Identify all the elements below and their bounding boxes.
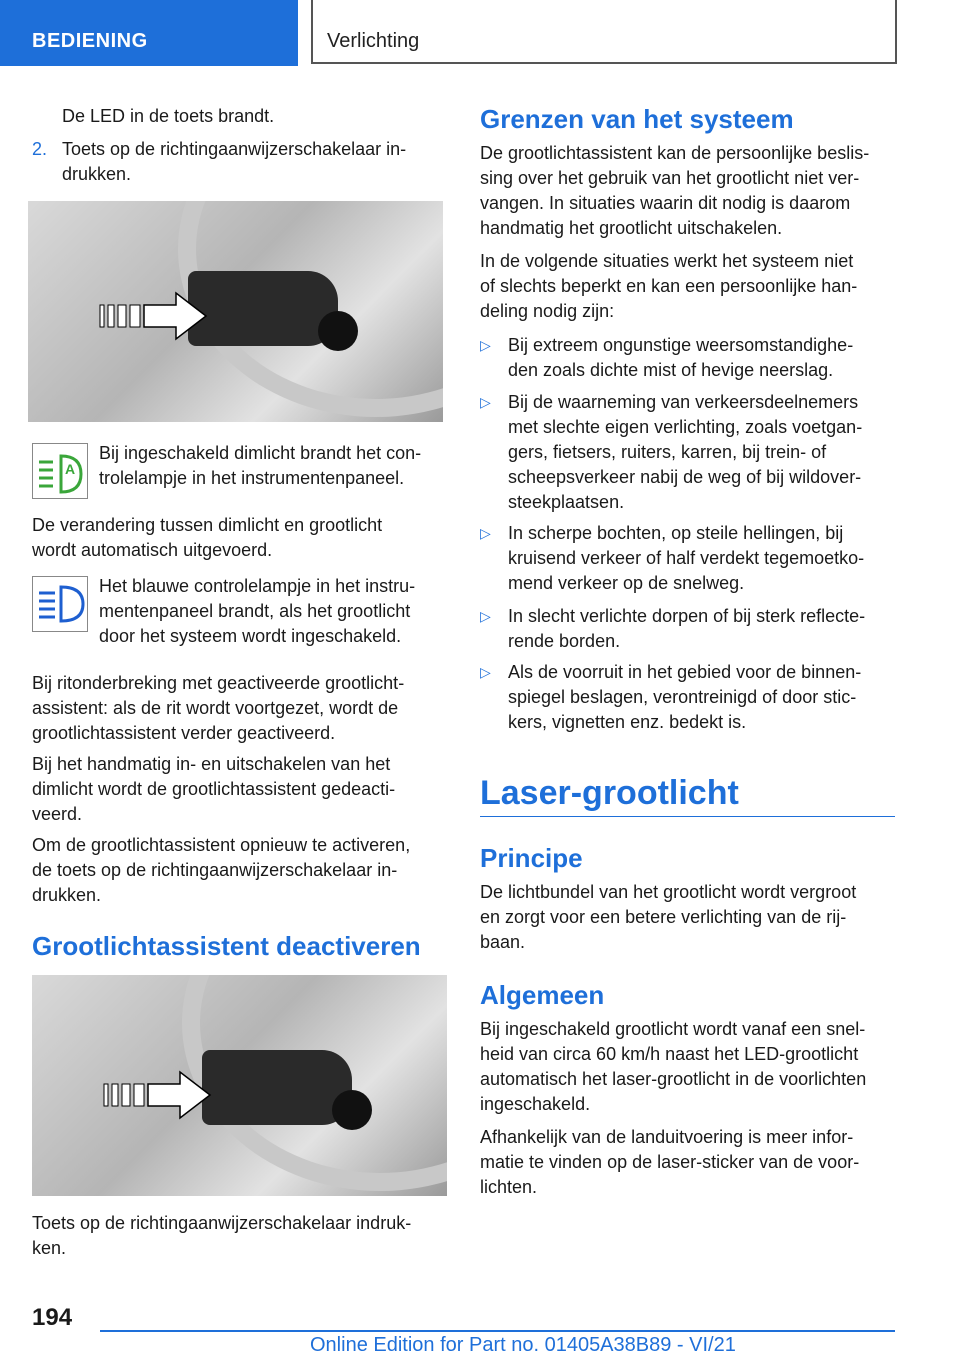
bullet-text: Bij extreem ongunstige weersomstandighe- [508,335,854,355]
bullet-text: In scherpe bochten, op steile hellingen, bij [508,523,844,543]
bullet-marker: ▷ [480,608,491,624]
bullet-marker: ▷ [480,337,491,353]
paragraph: baan. [480,932,526,952]
bullet-marker: ▷ [480,525,491,541]
paragraph: ingeschakeld. [480,1094,591,1114]
step-2 [32,137,445,187]
paragraph: Bij ritonderbreking met geactiveerde grootlicht- [32,673,405,693]
note-text: mentenpaneel brandt, als het grootlicht [99,601,411,621]
paragraph: en zorgt voor een betere verlichting van de rij- [480,907,847,927]
svg-text:A: A [65,461,76,477]
bullet-text: Bij de waarneming van verkeersdeelnemers [508,392,859,412]
paragraph: automatisch het laser-grootlicht in de voorlichten [480,1069,867,1089]
paragraph: De grootlichtassistent kan de persoonlijke beslis- [480,143,870,163]
edition-info: Online Edition for Part no. 01405A38B89 - VI/21 [310,1334,736,1356]
bullet-text: kruisend verkeer of half verdekt tegemoetko- [508,548,865,568]
turn-signal-lever-photo [28,201,443,422]
bullet-marker: ▷ [480,664,491,680]
high-beam-assistant-green-icon [32,443,88,499]
note-text: Bij ingeschakeld dimlicht brandt het con- [99,443,422,463]
paragraph: De lichtbundel van het grootlicht wordt vergroot [480,882,857,902]
note-text: trolelampje in het instrumentenpaneel. [99,468,405,488]
bullet-text: In slecht verlichte dorpen of bij sterk reflecte- [508,606,866,626]
paragraph: Bij het handmatig in- en uitschakelen van het [32,754,391,774]
page-number: 194 [32,1304,73,1331]
bullet-text: scheepsverkeer nabij de weg of bij wildover- [508,467,862,487]
section-title: BEDIENING [32,30,148,52]
bullet-text: met slechte eigen verlichting, zoals voetgan- [508,417,863,437]
paragraph: grootlichtassistent verder geactiveerd. [32,723,336,743]
paragraph: drukken. [32,885,102,905]
step-line: Toets op de richtingaanwijzerschakelaar in- [62,139,407,159]
step1-result: De LED in de toets brandt. [62,106,275,126]
paragraph: sing over het gebruik van het grootlicht niet ver- [480,168,860,188]
bullet-text: kers, vignetten enz. bedekt is. [508,712,747,732]
paragraph: de toets op de richtingaanwijzerschakelaar in- [32,860,398,880]
turn-signal-lever-photo [32,975,447,1196]
paragraph: lichten. [480,1177,538,1197]
bullet-marker: ▷ [480,394,491,410]
section-heading: Grootlichtassistent deactiveren [32,931,421,961]
footer-rule [100,1330,895,1332]
bullet-text: den zoals dichte mist of hevige neerslag. [508,360,834,380]
section-heading: Principe [480,843,583,873]
step-line: drukken. [62,164,132,184]
paragraph: handmatig het grootlicht uitschakelen. [480,218,783,238]
chapter-title: Verlichting [327,30,420,52]
paragraph: vangen. In situaties waarin dit nodig is daarom [480,193,851,213]
paragraph: De verandering tussen dimlicht en grootlicht [32,515,383,535]
caption: ken. [32,1238,67,1258]
bullet-text: gers, fietsers, ruiters, karren, bij trein- of [508,442,827,462]
heading-rule [480,816,895,817]
bullet-text: Als de voorruit in het gebied voor de binnen- [508,662,862,682]
press-arrow-icon [102,1070,222,1120]
section-heading: Algemeen [480,980,605,1010]
paragraph: deling nodig zijn: [480,301,615,321]
section-heading: Grenzen van het systeem [480,104,794,134]
chapter-tab [311,0,897,64]
caption: Toets op de richtingaanwijzerschakelaar indruk- [32,1213,412,1233]
paragraph: Bij ingeschakeld grootlicht wordt vanaf een snel- [480,1019,866,1039]
paragraph: In de volgende situaties werkt het systeem niet [480,251,854,271]
press-arrow-icon [98,291,218,341]
paragraph: assistent: als de rit wordt voortgezet, wordt de [32,698,399,718]
step-number: 2. [32,139,48,159]
paragraph: Afhankelijk van de landuitvoering is meer infor- [480,1127,854,1147]
bullet-text: steekplaatsen. [508,492,625,512]
paragraph: Om de grootlichtassistent opnieuw te activeren, [32,835,411,855]
section-tab [0,0,298,66]
bullet-text: mend verkeer op de snelweg. [508,573,745,593]
paragraph: of slechts beperkt en kan een persoonlijke han- [480,276,858,296]
bullet-text: spiegel beslagen, verontreinigd of door stic- [508,687,857,707]
high-beam-blue-icon [32,576,88,632]
paragraph: wordt automatisch uitgevoerd. [32,540,273,560]
bullet-text: rende borden. [508,631,621,651]
chapter-heading: Laser-grootlicht [480,774,739,812]
note-text: door het systeem wordt ingeschakeld. [99,626,402,646]
note-text: Het blauwe controlelampje in het instru- [99,576,416,596]
paragraph: veerd. [32,804,83,824]
paragraph: heid van circa 60 km/h naast het LED-grootlicht [480,1044,859,1064]
paragraph: dimlicht wordt de grootlichtassistent gedeacti- [32,779,396,799]
paragraph: matie te vinden op de laser-sticker van de voor- [480,1152,860,1172]
